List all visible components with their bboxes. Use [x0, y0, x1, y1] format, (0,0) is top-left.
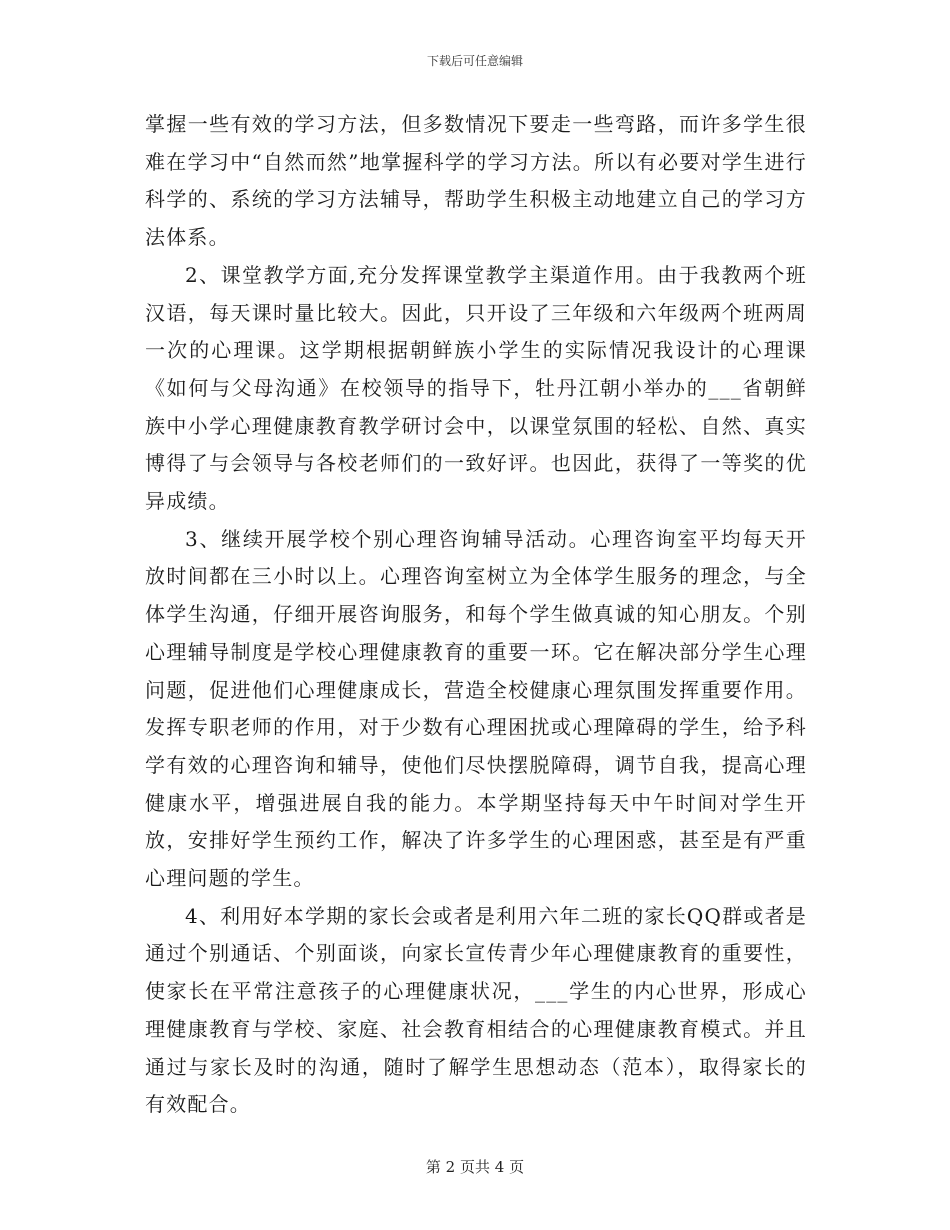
- page-footer: 第 2 页共 4 页: [425, 1158, 525, 1176]
- page-header: 下载后可任意编辑: [426, 54, 523, 68]
- paragraph-counseling: 3、继续开展学校个别心理咨询辅导活动。心理咨询室平均每天开放时间都在三小时以上。心理咨询室树立为全体学生服务的理念，与全体学生沟通，仔细开展咨询服务，和每个学生做真诚的知心朋友。个别心理辅导制度是学校心理健康教育的重要一环。它在解决部分学生心理问题，促进他们心理健康成长，营造全校健康心理氛围发挥重要作用。发挥专职老师的作用，对于少数有心理困扰或心理障碍的学生，给予科学有效的心理咨询和辅导，使他们尽快摆脱障碍，调节自我，提高心理健康水平，增强进展自我的能力。本学期坚持每天中午时间对学生开放，安排好学生预约工作，解决了许多学生的心理困惑，甚至是有严重心理问题的学生。: [145, 526, 807, 891]
- paragraph-continuation: 掌握一些有效的学习方法，但多数情况下要走一些弯路，而许多学生很难在学习中“自然而然”地掌握科学的学习方法。所以有必要对学生进行科学的、系统的学习方法辅导，帮助学生积极主动地建立自己的学习方法体系。: [145, 112, 807, 250]
- document-body: [145, 106, 807, 1124]
- paragraph-parents: 4、利用好本学期的家长会或者是利用六年二班的家长QQ群或者是通过个别通话、个别面谈，向家长宣传青少年心理健康教育的重要性，使家长在平常注意孩子的心理健康状况，___学生的内心世界，形成心理健康教育与学校、家庭、社会教育相结合的心理健康教育模式。并且通过与家长及时的沟通，随时了解学生思想动态（范本），取得家长的有效配合。: [145, 903, 807, 1117]
- paragraph-classroom-teaching: 2、课堂教学方面,充分发挥课堂教学主渠道作用。由于我教两个班汉语，每天课时量比较大。因此，只开设了三年级和六年级两个班两周一次的心理课。这学期根据朝鲜族小学生的实际情况我设计的心理课《如何与父母沟通》在校领导的指导下，牡丹江朝小举办的___省朝鲜族中小学心理健康教育教学研讨会中，以课堂氛围的轻松、自然、真实博得了与会领导与各校老师们的一致好评。也因此，获得了一等奖的优异成绩。: [145, 262, 807, 514]
